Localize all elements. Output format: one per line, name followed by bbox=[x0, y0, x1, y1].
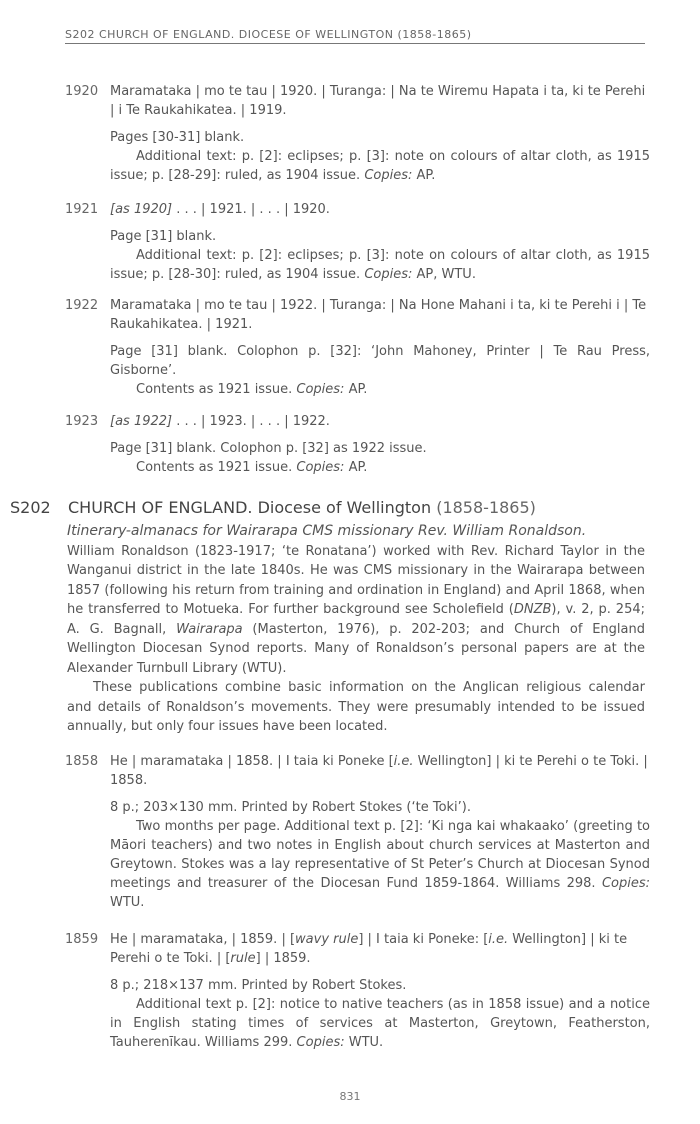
issue-title: [as 1920] . . . | 1921. | . . . | 1920. bbox=[110, 202, 330, 217]
issue-1859 bbox=[65, 930, 650, 1052]
entry-subtitle: Itinerary-almanacs for Wairarapa CMS missionary Rev. William Ronaldson. bbox=[67, 523, 587, 539]
issue-1922 bbox=[65, 296, 650, 399]
issue-year: 1922 bbox=[65, 298, 99, 313]
issue-year: 1923 bbox=[65, 414, 99, 429]
issue-year: 1858 bbox=[65, 754, 99, 769]
running-head: S202 CHURCH OF ENGLAND. DIOCESE OF WELLINGTON (1858-1865) bbox=[65, 28, 645, 44]
issue-year: 1859 bbox=[65, 932, 99, 947]
issue-pages: Pages [30-31] blank. bbox=[110, 130, 245, 145]
issue-title: Maramataka | mo te tau | 1920. | Turanga: | Na te Wiremu Hapata i ta, ki te Perehi | i Te Raukahikatea. | 1919. bbox=[110, 84, 646, 118]
issue-additional: Additional text p. [2]: notice to native teachers (as in 1858 issue) and a notice in English stating times of services at Masterton, Greytown, Featherston, Tauherenīkau. Williams 299. Copies: WTU. bbox=[110, 997, 650, 1050]
issue-1921 bbox=[65, 200, 650, 284]
issue-year: 1921 bbox=[65, 202, 99, 217]
entry-title: CHURCH OF ENGLAND. Diocese of Wellington (1858-1865) bbox=[68, 498, 536, 517]
issue-additional: Two months per page. Additional text p. [2]: ‘Ki nga kai whakaako’ (greeting to Māori teachers) and two notes in English about church services at Masterton and Greytown. Stokes was a lay representative of St Peter’s Church at Diocesan Synod meetings and treasurer of the Diocesan Fund 1859-1864. Williams 298. Copies: WTU. bbox=[110, 819, 650, 910]
issue-title: He | maramataka | 1858. | I taia ki Poneke [i.e. Wellington] | ki te Perehi o te Toki. | 1858. bbox=[110, 754, 648, 788]
issue-1920 bbox=[65, 82, 650, 185]
issue-title: [as 1922] . . . | 1923. | . . . | 1922. bbox=[110, 414, 330, 429]
issue-1923 bbox=[65, 412, 650, 477]
issue-pages: Page [31] blank. bbox=[110, 229, 217, 244]
entry-number: S202 bbox=[10, 498, 51, 517]
issue-year: 1920 bbox=[65, 84, 99, 99]
issue-1858 bbox=[65, 752, 650, 912]
entry-body bbox=[67, 522, 645, 737]
issue-additional: Additional text: p. [2]: eclipses; p. [3]: note on colours of altar cloth, as 1915 issue; p. [28-30]: ruled, as 1904 issue. Copies: AP, WTU. bbox=[110, 248, 650, 282]
issue-title: Maramataka | mo te tau | 1922. | Turanga: | Na Hone Mahani i ta, ki te Perehi i | Te Raukahikatea. | 1921. bbox=[110, 298, 647, 332]
issue-pages: Page [31] blank. Colophon p. [32] as 1922 issue. bbox=[110, 441, 427, 456]
issue-additional: Additional text: p. [2]: eclipses; p. [3]: note on colours of altar cloth, as 1915 issue; p. [28-29]: ruled, as 1904 issue. Copies: AP. bbox=[110, 149, 650, 183]
issue-pages: 8 p.; 203×130 mm. Printed by Robert Stokes (‘te Toki’). bbox=[110, 800, 471, 815]
issue-pages: 8 p.; 218×137 mm. Printed by Robert Stokes. bbox=[110, 978, 407, 993]
issue-title: He | maramataka, | 1859. | [wavy rule] | I taia ki Poneke: [i.e. Wellington] | ki te Perehi o te Toki. | [rule] | 1859. bbox=[110, 932, 628, 966]
issue-contents: Contents as 1921 issue. Copies: AP. bbox=[136, 382, 368, 397]
page-number: 831 bbox=[339, 1090, 361, 1103]
entry-paragraph-1: William Ronaldson (1823-1917; ‘te Ronatana’) worked with Rev. Richard Taylor in the Wanganui district in the late 1840s. He was CMS missionary in the Wairarapa between 1857 (following his return from training and ordination in England) and April 1868, when he transferred to Motueka. For further background see Scholefield (DNZB), v. 2, p. 254; A. G. Bagnall, Wairarapa (Masterton, 1976), p. 202-203; and Church of England Wellington Diocesan Synod reports. Many of Ronaldson’s personal papers are at the Alexander Turnbull Library (WTU). bbox=[67, 543, 646, 676]
entry-paragraph-2: These publications combine basic information on the Anglican religious calendar and details of Ronaldson’s movements. They were presumably intended to be issued annually, but only four issues have been located. bbox=[67, 680, 645, 734]
issue-pages: Page [31] blank. Colophon p. [32]: ‘John Mahoney, Printer | Te Rau Press, Gisborne’. bbox=[110, 344, 650, 378]
issue-contents: Contents as 1921 issue. Copies: AP. bbox=[136, 460, 368, 475]
